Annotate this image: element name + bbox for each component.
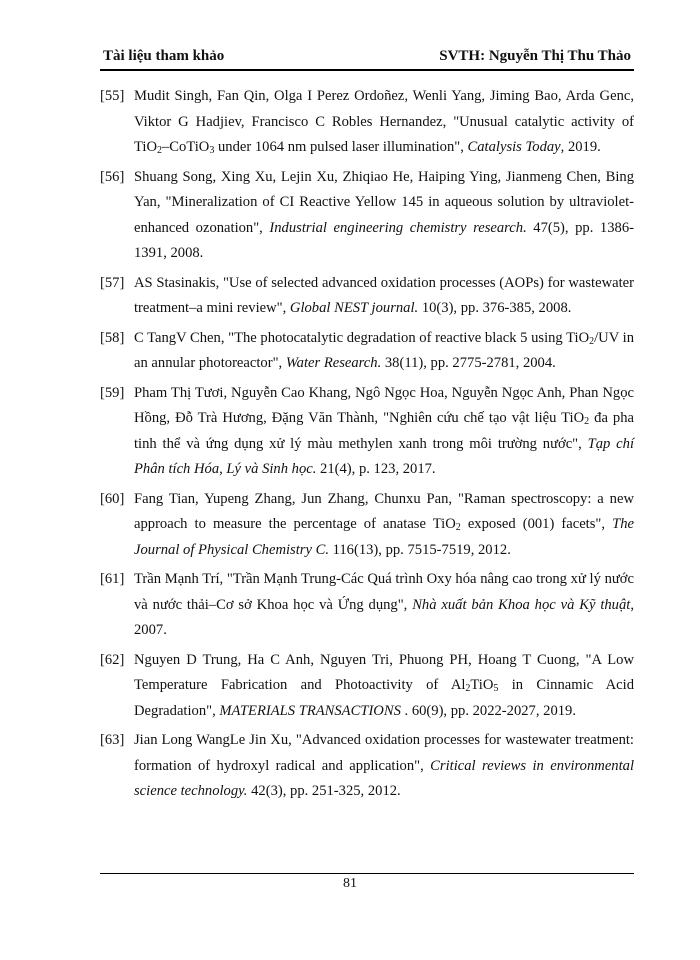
reference-journal: The Journal of Physical Chemistry C. [134,516,634,558]
reference-number: [61] [100,571,125,587]
reference-item [100,271,634,322]
reference-journal: Global NEST journal. [289,300,419,316]
reference-number: [59] [100,384,125,401]
reference-item [100,487,634,564]
reference-text [134,487,634,564]
reference-item [100,165,634,267]
reference-details: , 2007. [134,596,634,638]
footer-divider [100,873,634,874]
reference-details: 47(5), pp. 1386-1391, 2008. [134,219,634,261]
reference-authors-title: Trần Mạnh Trí, "Trần Mạnh Trung-Các Quá trình Oxy hóa nâng cao trong xử lý nước và nước thải–Cơ sở Khoa học và Ứng dụng", [134,571,634,613]
reference-text [134,84,634,161]
chemical-formula: TiO$_2$ [566,329,595,347]
chemical-formula: TiO$_2$–CoTiO$_3$ [134,139,215,156]
chemical-formula: $Al_2TiO_5$ [450,677,499,694]
reference-details: 116(13), pp. 7515-7519, 2012. [328,541,511,558]
reference-journal: Industrial engineering chemistry research. [269,219,527,236]
header-student-name: SVTH: Nguyễn Thị Thu Thảo [439,48,631,64]
header-section-title: Tài liệu tham khảo [103,48,225,64]
reference-text [134,381,634,483]
reference-details: 21(4), p. 123, 2017. [316,461,436,477]
reference-journal: Nhà xuất bản Khoa học và Kỹ thuật [412,596,631,613]
reference-authors-title: Mudit Singh, Fan Qin, Olga I Perez Ordoñez, Wenli Yang, Jiming Bao, Arda Genc, Viktor G Hadjiev, Francisco C Robles Hernandez, "Unusual catalytic activity of [134,88,634,130]
reference-details: . 60(9), pp. 2022-2027, 2019. [400,702,576,719]
reference-number: [56] [100,168,125,185]
reference-number: [62] [100,651,125,668]
header-divider [100,69,634,71]
reference-details: 10(3), pp. 376-385, 2008. [418,300,572,316]
reference-authors-title: Jian Long WangLe Jin Xu, "Advanced oxidation processes for wastewater treatment: formation of hydroxyl radical and application", [134,732,634,774]
page-header [100,44,634,68]
reference-text [134,567,634,644]
reference-text [134,648,634,725]
reference-text [134,165,634,267]
reference-item [100,326,634,377]
reference-title-continued: đa pha tinh thể và ứng dụng xử lý màu methylen xanh trong môi trường nước", [134,410,634,452]
reference-number: [58] [100,329,125,346]
reference-journal: Critical reviews in environmental science technology. [134,757,634,799]
reference-authors-title: Nguyen D Trung, Ha C Anh, Nguyen Tri, Phuong PH, Hoang T Cuong, "A Low Temperature Fabrication and Photoactivity of [134,651,634,693]
reference-title-continued: exposed (001) facets", [460,516,613,532]
reference-journal: Tạp chí Phân tích Hóa, Lý và Sinh học. [134,435,634,477]
reference-authors-title: Fang Tian, Yupeng Zhang, Jun Zhang, Chunxu Pan, "Raman spectroscopy: a new approach to measure the percentage of anatase [134,490,634,532]
reference-item [100,567,634,644]
reference-text [134,728,634,805]
reference-details: 38(11), pp. 2775-2781, 2004. [381,355,556,371]
reference-authors-title: C TangV Chen, "The photocatalytic degradation of reactive black 5 using [134,329,567,346]
reference-item [100,648,634,725]
reference-journal: Catalysis Today [467,139,561,155]
reference-authors-title: Pham Thị Tươi, Nguyễn Cao Khang, Ngô Ngọc Hoa, Nguyễn Ngọc Anh, Phan Ngọc Hồng, Đỗ Trà Hương, Đặng Văn Thành, "Nghiên cứu chế tạo vật liệu [134,384,634,426]
reference-item [100,728,634,805]
reference-number: [55] [100,88,125,104]
reference-number: [60] [100,490,125,507]
reference-list [100,84,634,809]
reference-title-continued: /UV in an annular photoreactor", [134,329,634,371]
reference-details: 42(3), pp. 251-325, 2012. [247,783,401,799]
reference-title-continued: under 1064 nm pulsed laser illumination", [214,139,468,155]
reference-number: [63] [100,732,125,748]
reference-item [100,84,634,161]
reference-number: [57] [100,274,125,291]
reference-authors-title: AS Stasinakis, "Use of selected advanced oxidation processes (AOPs) for wastewater treatment–a mini review", [134,274,634,316]
reference-journal: MATERIALS TRANSACTIONS [219,702,401,719]
page-number: 81 [343,876,357,891]
reference-authors-title: Shuang Song, Xing Xu, Lejin Xu, Zhiqiao He, Haiping Ying, Jianmeng Chen, Bing Yan, "Mineralization of CI Reactive Yellow 145 in aqueous solution by ultraviolet-enhanced ozonation", [134,168,634,236]
reference-item [100,381,634,483]
reference-text [134,326,634,377]
reference-text [134,271,634,322]
reference-details: , 2019. [560,139,601,155]
chemical-formula: TiO$_2$ [432,516,461,533]
reference-title-continued: in Cinnamic Acid Degradation", [134,677,635,719]
chemical-formula: TiO$_2$ [561,410,590,427]
reference-journal: Water Research. [285,355,382,371]
